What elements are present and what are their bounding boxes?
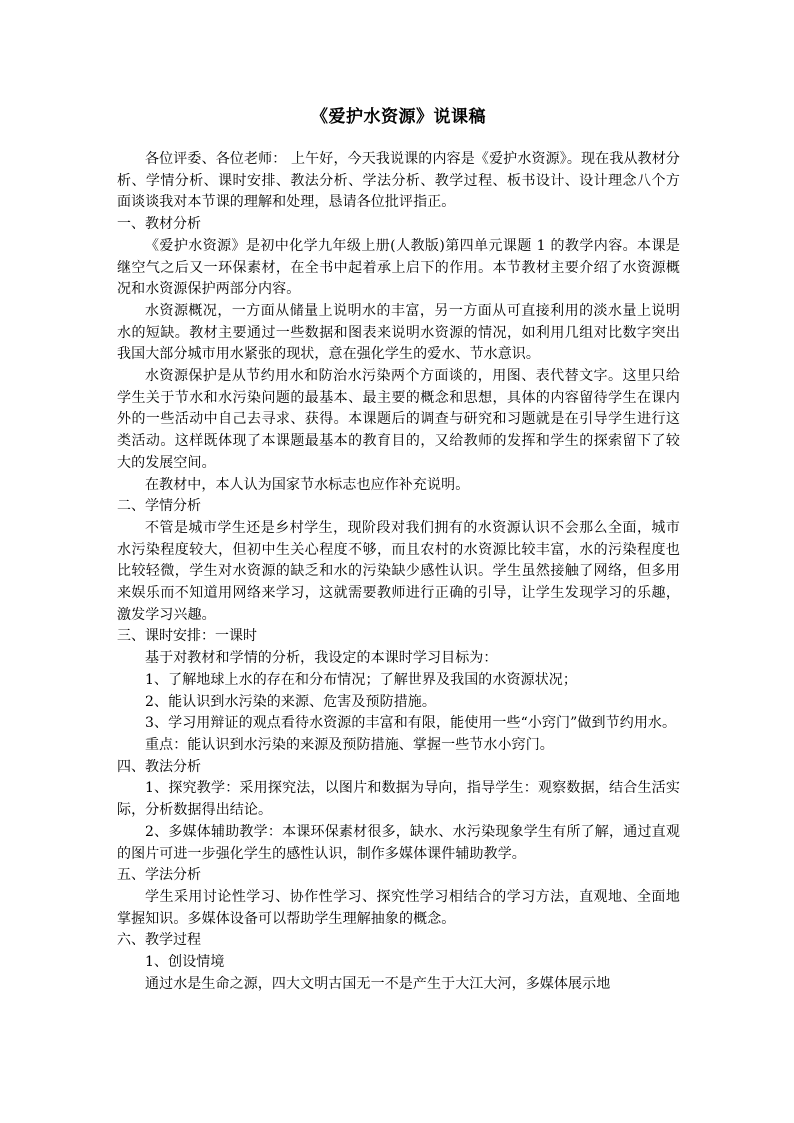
section-heading-textbook-analysis: 一、教材分析 xyxy=(117,216,201,233)
paragraph: 水资源保护是从节约用水和防治水污染两个方面谈的，用图、表代替文字。这里只给学生关于节水和水污染问题的最基本、最主要的概念和思想，具体的内容留待学生在课内外的一些活动中自己去寻求、获得。本课题后的调查与研究和习题就是在引导学生进行这类活动。这样既体现了本课题最基本的教育目的，又给教师的发挥和学生的探索留下了较大的发展空间。 xyxy=(117,368,680,471)
document-title: 《爱护水资源》说课稿 xyxy=(311,107,486,127)
paragraph: 学生采用讨论性学习、协作性学习、探究性学习相结合的学习方法，直观地、全面地掌握知识。多媒体设备可以帮助学生理解抽象的概念。 xyxy=(117,888,680,927)
method-item: 1、探究教学：采用探究法，以图片和数据为导向，指导学生：观察数据，结合生活实际，分析数据得出结论。 xyxy=(117,780,680,819)
key-point-paragraph: 重点：能认识到水污染的来源及预防措施、掌握一些节水小窍门。 xyxy=(145,736,554,753)
paragraph: 水资源概况，一方面从储量上说明水的丰富，另一方面从可直接利用的淡水量上说明水的短缺。教材主要通过一些数据和图表来说明水资源的情况，如利用几组对比数字突出我国大部分城市用水紧张的现状，意在强化学生的爱水、节水意识。 xyxy=(117,302,680,363)
objective-item: 1、了解地球上水的存在和分布情况；了解世界及我国的水资源状况； xyxy=(145,671,578,688)
subsection-heading: 1、创设情境 xyxy=(145,954,225,971)
objective-item: 2、能认识到水污染的来源、危害及预防措施。 xyxy=(145,693,437,710)
paragraph: 通过水是生命之源，四大文明古国无一不是产生于大江大河，多媒体展示地 xyxy=(145,975,611,992)
section-heading-lesson-schedule: 三、课时安排：一课时 xyxy=(117,628,257,645)
method-item: 2、多媒体辅助教学：本课环保素材很多，缺水、水污染现象学生有所了解，通过直观的图片可进一步强化学生的感性认识，制作多媒体课件辅助教学。 xyxy=(117,823,680,862)
paragraph: 不管是城市学生还是乡村学生，现阶段对我们拥有的水资源认识不会那么全面，城市水污染程度较大，但初中生关心程度不够，而且农村的水资源比较丰富，水的污染程度也比较轻微，学生对水资源的缺乏和水的污染缺少感性认识。学生虽然接触了网络，但多用来娱乐而不知道用网络来学习，这就需要教师进行正确的引导，让学生发现学习的乐趣，激发学习兴趣。 xyxy=(117,519,680,623)
paragraph: 《爱护水资源》是初中化学九年级上册(人教版)第四单元课题 1 的教学内容。本课是继空气之后又一环保素材，在全书中起着承上启下的作用。本节教材主要介绍了水资源概况和水资源保护两部分内容。 xyxy=(117,237,680,298)
intro-paragraph: 各位评委、各位老师： 上午好，今天我说课的内容是《爱护水资源》。现在我从教材分析、学情分析、课时安排、教法分析、学法分析、教学过程、板书设计、设计理念八个方面谈谈我对本节课的理解和处理，恳请各位批评指正。 xyxy=(117,151,680,211)
section-heading-teaching-process: 六、教学过程 xyxy=(117,932,201,949)
section-heading-learning-methods: 五、学法分析 xyxy=(117,867,201,884)
objective-item: 3、学习用辩证的观点看待水资源的丰富和有限，能使用一些“小窍门”做到节约用水。 xyxy=(145,715,677,732)
paragraph: 基于对教材和学情的分析，我设定的本课时学习目标为： xyxy=(145,650,498,667)
section-heading-student-analysis: 二、学情分析 xyxy=(117,498,201,515)
document-page xyxy=(117,104,680,995)
paragraph: 在教材中，本人认为国家节水标志也应作补充说明。 xyxy=(145,476,470,493)
section-heading-teaching-methods: 四、教法分析 xyxy=(117,758,201,775)
